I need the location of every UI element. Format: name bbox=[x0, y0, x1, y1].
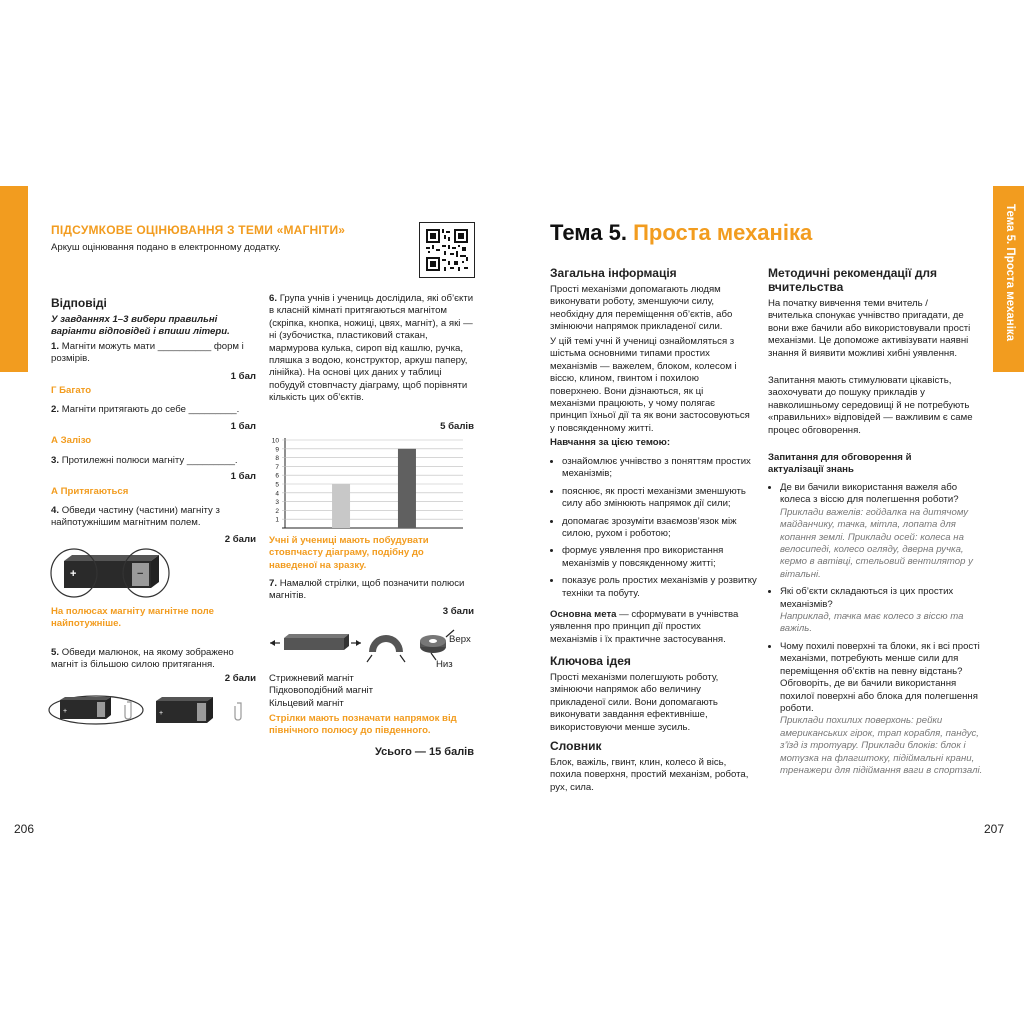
learning-heading: Навчання за цією темою: bbox=[550, 437, 671, 448]
key-idea-text: Прості механізми полегшують роботу, змінюючи напрямок або величину прикладеної сили. Вони допомагають виконувати завдання ефективніше, використовуючи менше зусиль. bbox=[550, 672, 719, 733]
question-2-answer: А Залізо bbox=[51, 435, 92, 446]
y-tick-label: 4 bbox=[275, 490, 279, 498]
question-1 bbox=[51, 341, 256, 366]
question-6-number: 6. bbox=[269, 293, 278, 304]
question-4-answer: На полюсах магніту магнітне поле найпотужніше. bbox=[51, 606, 214, 630]
label-bottom: Низ bbox=[436, 659, 453, 670]
magnet-type-bar: Стрижневий магніт bbox=[269, 673, 354, 684]
main-goal bbox=[550, 609, 750, 646]
chart-axes bbox=[282, 438, 463, 528]
discussion-question-note: Приклади важелів: гойдалка на дитячому майданчику, тачка, мітла, лопата для копання землі. Приклади осей: колеса на велосипеді, колесо огляду, дверна ручка, кермо в автівці, стельовий вентилятор у вітальні. bbox=[780, 506, 973, 580]
question-4-text: Обведи частину (частини) магніту з найпотужнішим магнітним полем. bbox=[51, 505, 220, 529]
discussion-question-note: Приклади похилих поверхонь: рейки американських гірок, трап корабля, пандус, з’їзд із тротуару. Приклади блоків: блок і мотузка на флагштоку, підіймальні крани, тренажери для підіймання ваги в спортзалі. bbox=[780, 715, 983, 776]
topic-title bbox=[550, 220, 812, 246]
question-6-text: Група учнів і учениць дослідила, які об’єкти в класній кімнаті притягаються магнітом (скріпка, кнопка, ножиці, цвях, магніт), а які — ні (зубочистка, пластиковий стакан, мармурова кулька, сироп від кашлю, ручка, пляшка з водою, конструктор, аркуш паперу, лінійка). На основі цих даних у таблиці побудуй стовпчасту діаграму, щоб порівняти кількість цих об’єктів. bbox=[269, 293, 474, 404]
question-4-points: 2 бали bbox=[224, 534, 256, 545]
question-5-text: Обведи малюнок, на якому зображено магніт із більшою силою притягання. bbox=[51, 647, 234, 671]
discussion-question-text: Чому похилі поверхні та блоки, як і всі прості механізми, потребують менше сили для переміщення об’єктів на певну відстань? Обговоріть, де ви бачили використання похилої поверхні або блока для полегшення роботи. bbox=[780, 640, 980, 714]
y-tick-label: 5 bbox=[275, 481, 279, 489]
question-4 bbox=[51, 505, 256, 530]
y-tick-label: 9 bbox=[275, 446, 279, 454]
magnet-minus-sign: − bbox=[137, 568, 144, 580]
question-2-number: 2. bbox=[51, 404, 60, 415]
paperclip-icon bbox=[125, 702, 131, 719]
svg-text:+: + bbox=[159, 710, 164, 717]
question-3-number: 3. bbox=[51, 455, 60, 466]
learning-item: • формує уявлення про використання механізмів у повсякденному житті; bbox=[562, 545, 758, 570]
weak-magnet-left bbox=[60, 697, 111, 719]
question-5 bbox=[51, 647, 256, 672]
magnet-types-list bbox=[269, 673, 373, 710]
vocabulary-text: Блок, важіль, гвинт, клин, колесо й вісь, похила поверхня, простий механізм, робота, рух, сила. bbox=[550, 757, 749, 793]
question-3-answer: А Притягаються bbox=[51, 486, 129, 497]
left-side-tab bbox=[0, 186, 28, 541]
main-goal-label: Основна мета bbox=[550, 609, 617, 620]
svg-text:+: + bbox=[63, 708, 68, 715]
question-3 bbox=[51, 455, 261, 467]
qr-code-image bbox=[420, 223, 474, 277]
answers-instruction: У завданнях 1–3 вибери правильні варіанти відповідей і впиши літери. bbox=[51, 314, 230, 338]
magnet-type-horseshoe: Підковоподібний магніт bbox=[269, 685, 374, 697]
learning-list bbox=[550, 456, 758, 605]
main-goal-text: — сформувати в учнівства уявлення про принцип дії простих механізмів і їх практичне застосування. bbox=[550, 609, 739, 645]
right-side-tab bbox=[993, 186, 1024, 372]
discussion-questions bbox=[768, 482, 984, 782]
y-tick-label: 2 bbox=[275, 507, 279, 515]
label-top: Верх bbox=[449, 634, 471, 645]
question-2 bbox=[51, 404, 261, 416]
y-tick-label: 10 bbox=[271, 437, 279, 445]
question-5-points: 2 бали bbox=[224, 673, 256, 684]
bar-chart bbox=[263, 434, 478, 532]
question-7-text: Намалюй стрілки, щоб позначити полюси магнітів. bbox=[269, 578, 465, 602]
y-tick-label: 3 bbox=[275, 499, 279, 507]
topic-name: Проста механіка bbox=[633, 220, 813, 245]
strong-magnet-right bbox=[156, 697, 213, 723]
left-side-tab-label: Фізична наука. Сила та рух bbox=[7, 386, 19, 541]
chart-bar bbox=[398, 449, 416, 528]
question-1-answer: Г Багато bbox=[51, 385, 92, 396]
question-7-number: 7. bbox=[269, 578, 278, 589]
magnet-type-ring: Кільцевий магніт bbox=[269, 697, 344, 709]
discussion-question-text: Де ви бачили використання важеля або колеса з віссю для полегшення роботи? bbox=[780, 482, 959, 506]
question-2-points: 1 бал bbox=[230, 421, 256, 432]
discussion-question-text: Які об’єкти складаються із цих простих механізмів? bbox=[780, 586, 954, 610]
question-5-number: 5. bbox=[51, 647, 60, 658]
left-page-number: 206 bbox=[14, 822, 35, 836]
discussion-question bbox=[780, 641, 984, 777]
question-2-text: Магніти притягають до себе _________. bbox=[61, 404, 240, 415]
assessment-subtitle: Аркуш оцінювання подано в електронному додатку. bbox=[51, 242, 281, 253]
bar-magnet-icon bbox=[270, 634, 361, 650]
total-points: Усього — 15 балів bbox=[374, 746, 474, 758]
discussion-question bbox=[780, 586, 984, 636]
chart-bars bbox=[332, 449, 416, 528]
assessment-title: ПІДСУМКОВЕ ОЦІНЮВАННЯ З ТЕМИ «МАГНІТИ» bbox=[51, 223, 346, 237]
y-tick-label: 6 bbox=[275, 472, 279, 480]
question-3-points: 1 бал bbox=[230, 471, 256, 482]
right-page-number: 207 bbox=[984, 822, 1005, 836]
y-tick-label: 7 bbox=[275, 463, 279, 471]
question-7 bbox=[269, 578, 474, 603]
question-6-answer: Учні й учениці мають побудувати стовпчасту діаграму, подібну до наведеної на зразку. bbox=[269, 535, 429, 571]
learning-item: • показує роль простих механізмів у розвитку техніки та побуту. bbox=[562, 575, 758, 600]
question-4-number: 4. bbox=[51, 505, 60, 516]
right-side-tab-label: Тема 5. Проста механіка bbox=[1004, 204, 1016, 342]
chart-ticks bbox=[272, 438, 463, 524]
y-tick-label: 1 bbox=[275, 516, 279, 524]
general-info-heading: Загальна інформація bbox=[550, 266, 677, 280]
method-paragraph-2: Запитання мають стимулювати цікавість, заохочувати до пошуку прикладів у навколишньому середовищі й не потребують «правильних» відповідей — важливим є саме процес обговорення. bbox=[768, 375, 973, 436]
horseshoe-magnet-icon bbox=[367, 635, 405, 662]
question-7-answer: Стрілки мають позначати напрямок від північного полюсу до південного. bbox=[269, 713, 457, 737]
learning-item: • пояснює, як прості механізми зменшують силу або змінюють напрямок дії сили; bbox=[562, 486, 758, 511]
general-info-paragraph-2: У цій темі учні й учениці ознайомляться з шістьма основними типами простих механізмів — важелем, блоком, колесом і віссю, клином, гвинтом і похилою поверхнею. Вони дізнаються, як ці механізми працюють, у чому полягає принцип їхньої дії та як вони застосовуються у повсякденному житті. bbox=[550, 336, 750, 434]
magnet-comparison-illustration bbox=[48, 690, 260, 730]
magnet-plus-sign: + bbox=[70, 568, 77, 580]
questions-heading: Запитання для обговорення й актуалізації знань bbox=[768, 452, 912, 476]
question-1-points: 1 бал bbox=[230, 371, 256, 382]
topic-prefix: Тема 5. bbox=[550, 220, 627, 245]
discussion-question bbox=[780, 482, 984, 581]
method-heading: Методичні рекомендації для вчительства bbox=[768, 266, 938, 294]
chart-bar bbox=[332, 484, 350, 528]
method-paragraph-1: На початку вивчення теми вчитель / вчителька спонукає учнівство пригадати, де вони вже бачили або використовували прості механізми. Це допоможе активізувати наявні знання й виявити можливі хибні уявлення. bbox=[768, 298, 971, 359]
question-7-points: 3 бали bbox=[442, 606, 474, 617]
paperclip-icon bbox=[235, 703, 241, 720]
discussion-question-note: Наприклад, тачка має колесо з віссю та важіль. bbox=[780, 611, 964, 635]
general-info-paragraph-1: Прості механізми допомагають людям виконувати роботу, зменшуючи силу, необхідну для переміщення об’єктів, або змінюючи напрямок прикладеної сили. bbox=[550, 284, 733, 333]
learning-item: • допомагає зрозуміти взаємозв’язок між силою, рухом і роботою; bbox=[562, 516, 758, 541]
question-1-number: 1. bbox=[51, 341, 60, 352]
learning-item: • ознайомлює учнівство з поняттям простих механізмів; bbox=[562, 456, 758, 481]
key-idea-heading: Ключова ідея bbox=[550, 654, 631, 668]
answers-heading: Відповіді bbox=[51, 296, 107, 310]
vocabulary-heading: Словник bbox=[550, 739, 602, 753]
qr-code bbox=[419, 222, 475, 278]
question-6 bbox=[269, 293, 474, 405]
question-6-points: 5 балів bbox=[440, 421, 474, 432]
y-tick-label: 8 bbox=[275, 455, 279, 463]
bar-magnet-illustration bbox=[48, 544, 172, 600]
question-3-text: Протилежні полюси магніту _________. bbox=[61, 455, 238, 466]
question-1-text: Магніти можуть мати __________ форм і розмірів. bbox=[51, 341, 244, 365]
